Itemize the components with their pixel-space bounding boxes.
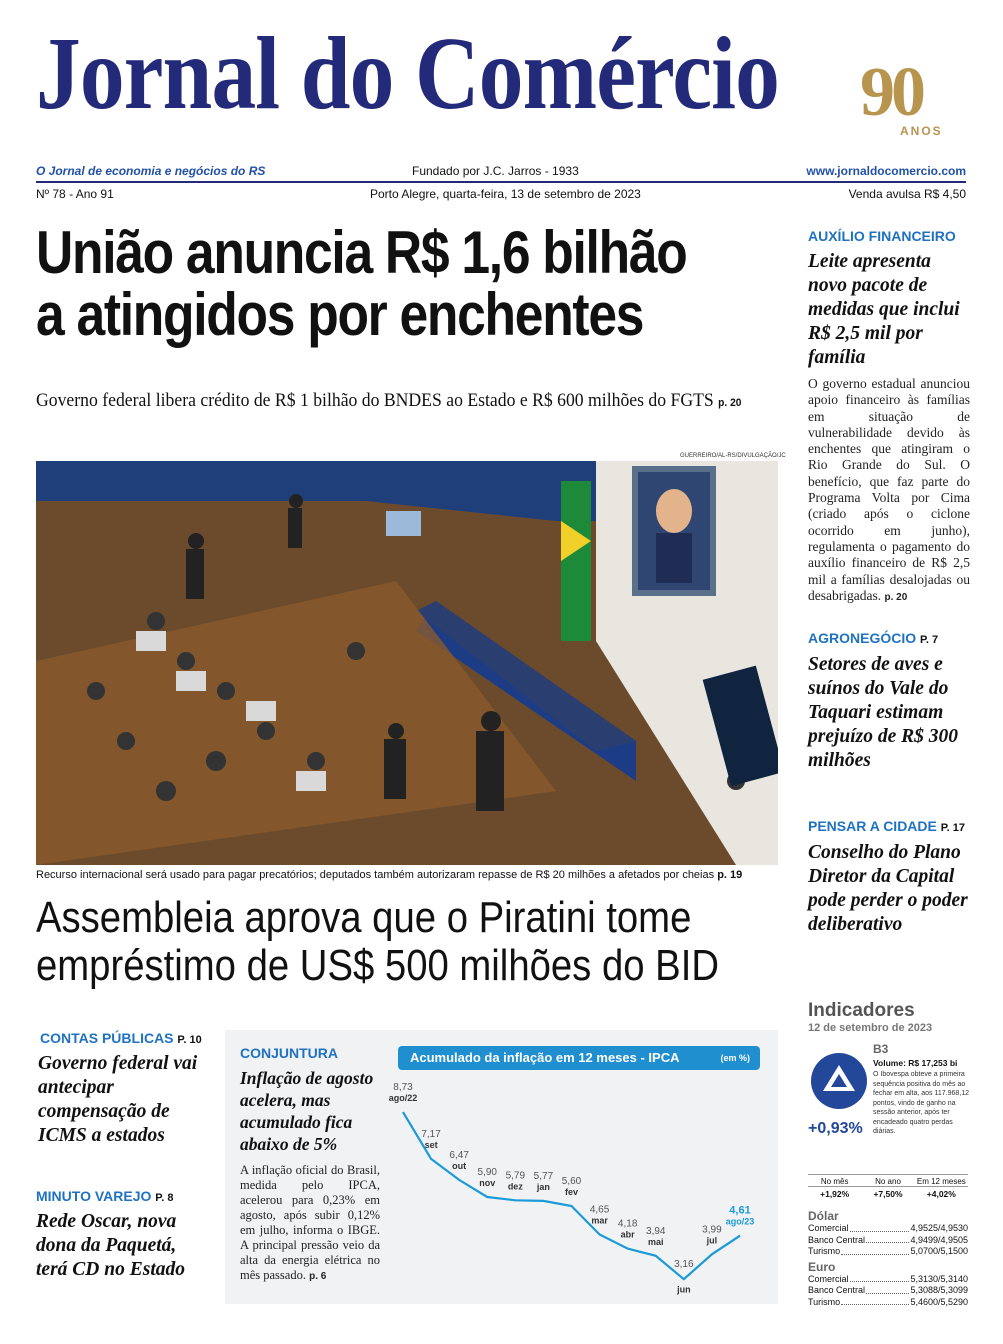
ipca-point — [590, 1205, 610, 1226]
main-subhead-page: p. 20 — [718, 397, 742, 409]
right-story-1-kicker: AUXÍLIO FINANCEIRO — [808, 228, 956, 244]
dolar-row-name: Banco Central — [808, 1234, 866, 1245]
anniversary-number: 90 — [860, 54, 922, 131]
b3-period-year: No ano — [875, 1177, 901, 1186]
dateline: Porto Alegre, quarta-feira, 13 de setembro de 2023 — [370, 187, 641, 201]
ipca-point — [389, 1082, 418, 1103]
topline-rule — [36, 181, 966, 183]
left-story-2-kicker: MINUTO VAREJO — [36, 1188, 152, 1204]
ipca-category-label: jul — [706, 1235, 718, 1246]
b3-note: O Ibovespa obteve a primeira sequência positiva do mês ao fechar em alta, aos 117.968,12 pontos, vindo de ganho na sessão anterior, após ter encadeado quatro perdas diárias. — [873, 1071, 969, 1135]
ipca-category-label: fev — [564, 1187, 579, 1197]
main-headline-line2: a atingidos por enchentes — [36, 281, 644, 348]
euro-label: Euro — [808, 1259, 836, 1274]
ipca-category-label: out — [452, 1160, 467, 1171]
euro-row-turismo — [808, 1297, 968, 1309]
ipca-category-label: nov — [479, 1178, 496, 1188]
ipca-point — [562, 1176, 582, 1197]
b3-label: B3 — [873, 1042, 889, 1056]
chart-unit: (em %) — [720, 1053, 750, 1063]
ipca-value-label: 5,79 — [505, 1170, 526, 1182]
left-story-1-headline: Governo federal vai antecipar compensação de ICMS a estados — [38, 1053, 198, 1146]
photo-caption-text: Recurso internacional será usado para pagar precatórios; deputados também autorizaram repasse de R$ 20 milhões a afetados por cheias — [36, 869, 715, 881]
left-story-1-kicker: CONTAS PÚBLICAS — [40, 1030, 174, 1046]
b3-block — [808, 1038, 968, 1178]
website-link[interactable]: www.jornaldocomercio.com — [806, 164, 966, 178]
right-story-1[interactable] — [808, 228, 970, 606]
ipca-value-label: 4,61 — [729, 1204, 751, 1217]
right-story-2-headline: Setores de aves e suínos do Vale do Taquari estimam prejuízo de R$ 300 milhões — [808, 654, 959, 771]
euro-row-name: Banco Central — [808, 1285, 866, 1295]
indicators-title: Indicadores — [808, 1000, 915, 1021]
assembly-hall-illustration — [36, 461, 778, 865]
right-story-2[interactable] — [808, 630, 970, 773]
founded-line: Fundado por J.C. Jarros - 1933 — [412, 164, 579, 178]
euro-block — [808, 1260, 968, 1309]
ipca-point — [449, 1150, 469, 1171]
indicators-date: 12 de setembro de 2023 — [808, 1022, 933, 1034]
b3-period-month: No mês — [820, 1177, 849, 1186]
right-story-2-kicker: AGRONEGÓCIO — [808, 630, 917, 646]
ipca-value-label: 5,77 — [533, 1170, 554, 1182]
conjuntura-body — [240, 1163, 380, 1284]
photo-caption — [36, 869, 742, 881]
chart-header — [398, 1046, 760, 1070]
left-story-2-page: P. 8 — [155, 1192, 174, 1204]
b3-change: +0,93% — [808, 1120, 863, 1137]
euro-row-name: Comercial — [808, 1273, 849, 1284]
right-story-1-page: p. 20 — [884, 591, 908, 603]
ipca-value-label: 4,65 — [589, 1204, 610, 1216]
ipca-category-label: jun — [677, 1284, 691, 1295]
conjuntura-page: p. 6 — [309, 1271, 327, 1282]
ipca-point — [702, 1224, 722, 1245]
dolar-row-turismo — [808, 1246, 968, 1258]
dolar-row-name: Turismo — [808, 1246, 841, 1256]
ipca-category-label: ago/23 — [725, 1216, 755, 1227]
masthead-title: Jornal do Comércio — [36, 16, 780, 131]
ipca-category-label: set — [424, 1139, 438, 1150]
right-story-1-body-text: O governo estadual anunciou apoio financeiro às famílias em situação de vulnerabilidade devido às enchentes que atingiram o Rio Grande do Sul. O benefício, que faz parte do Programa Volta por Cima (criado após o ciclone ocorrido em junho), regulamenta o pagamento do auxílio financeiro de R$ 2,5 mil a famílias desalojadas ou desabrigadas. — [808, 376, 970, 603]
b3-value-month: +1,92% — [820, 1189, 850, 1199]
second-headline[interactable] — [36, 894, 719, 990]
dolar-row-value: 5,0700/5,1500 — [910, 1246, 968, 1256]
anniversary-logo — [860, 54, 970, 148]
dolar-block — [808, 1209, 968, 1258]
b3-period-values — [808, 1186, 968, 1199]
ipca-value-label: 3,16 — [674, 1259, 694, 1271]
right-story-3-headline: Conselho do Plano Diretor da Capital pode perder o poder deliberativo — [808, 842, 968, 935]
main-headline[interactable] — [36, 219, 687, 348]
ipca-category-label: mar — [591, 1215, 608, 1226]
conjuntura-article[interactable] — [240, 1045, 380, 1284]
ipca-point — [478, 1167, 498, 1188]
anniversary-label: ANOS — [900, 124, 943, 138]
ipca-category-label: jan — [536, 1181, 550, 1192]
ipca-value-label: 8,73 — [393, 1082, 413, 1094]
euro-row-value: 5,3088/5,3099 — [910, 1285, 968, 1295]
conjuntura-body-text: A inflação oficial do Brasil, medida pelo IPCA, acelerou para 0,23% em agosto, após subir 0,12% em julho, informa o IBGE. A principal pressão veio da alta da energia elétrica no mês passado. — [240, 1163, 380, 1282]
b3-volume: Volume: R$ 17,253 bi — [873, 1058, 958, 1068]
ipca-category-label: dez — [507, 1181, 523, 1192]
dolar-row-comercial — [808, 1223, 968, 1235]
ipca-value-label: 6,47 — [449, 1149, 469, 1161]
second-headline-line1: Assembleia aprova que o Piratini tome — [36, 893, 692, 942]
dolar-label: Dólar — [808, 1209, 839, 1223]
ipca-point — [618, 1219, 638, 1240]
left-story-2[interactable] — [36, 1188, 211, 1282]
conjuntura-box — [225, 1030, 778, 1304]
topline — [36, 164, 966, 201]
ipca-point — [674, 1259, 694, 1295]
right-story-3-kicker: PENSAR A CIDADE — [808, 818, 937, 834]
tagline: O Jornal de economia e negócios do RS — [36, 164, 266, 178]
ipca-value-label: 5,60 — [561, 1176, 582, 1187]
chart-title: Acumulado da inflação em 12 meses - IPCA — [410, 1050, 680, 1065]
ipca-value-label: 4,18 — [617, 1218, 638, 1230]
ipca-category-label: ago/22 — [388, 1093, 418, 1104]
price: Venda avulsa R$ 4,50 — [848, 187, 966, 201]
ipca-chart — [385, 1074, 770, 1299]
right-story-3-page: P. 17 — [940, 822, 966, 834]
ipca-value-label: 3,94 — [646, 1225, 666, 1237]
ipca-category-label: mai — [647, 1236, 664, 1247]
euro-row-value: 5,4600/5,5290 — [910, 1296, 968, 1307]
ipca-value-label: 3,99 — [702, 1224, 722, 1236]
dolar-row-bc — [808, 1235, 968, 1247]
euro-row-value: 5,3130/5,3140 — [910, 1273, 968, 1284]
ipca-category-label: abr — [620, 1229, 635, 1240]
ipca-point — [534, 1171, 554, 1192]
main-subhead — [36, 390, 741, 412]
ipca-point — [726, 1205, 755, 1227]
ipca-point — [421, 1129, 441, 1150]
main-photo[interactable] — [36, 461, 778, 865]
main-headline-line1: União anuncia R$ 1,6 bilhão — [36, 219, 687, 286]
ipca-value-label: 5,90 — [477, 1167, 497, 1178]
photo-credit: GUERREIRO/AL-RS/DIVULGAÇÃO/JC — [680, 453, 786, 459]
euro-row-comercial — [808, 1274, 968, 1286]
up-arrow-icon — [810, 1052, 868, 1110]
ipca-point — [506, 1170, 526, 1191]
right-story-2-page: P. 7 — [920, 634, 939, 646]
conjuntura-kicker: CONJUNTURA — [240, 1045, 338, 1061]
edition-number: Nº 78 - Ano 91 — [36, 187, 114, 201]
dolar-row-name: Comercial — [808, 1223, 849, 1233]
euro-row-name: Turismo — [808, 1296, 841, 1307]
right-story-1-headline: Leite apresenta novo pacote de medidas que inclui R$ 2,5 mil por família — [808, 251, 960, 368]
left-story-2-headline: Rede Oscar, nova dona da Paquetá, terá CD no Estado — [36, 1211, 185, 1280]
left-story-1[interactable] — [38, 1030, 213, 1148]
dolar-row-value: 4,9525/4,9530 — [910, 1223, 968, 1233]
euro-row-bc — [808, 1285, 968, 1297]
indicators-panel — [808, 1000, 968, 1308]
photo-caption-page: p. 19 — [717, 869, 743, 881]
second-headline-line2: empréstimo de US$ 500 milhões do BID — [36, 941, 719, 990]
b3-value-year: +7,50% — [873, 1189, 903, 1199]
right-story-1-body — [808, 376, 970, 606]
right-story-3[interactable] — [808, 818, 970, 937]
dolar-row-value: 4,9499/4,9505 — [910, 1234, 968, 1245]
b3-value-12m: +4,02% — [926, 1189, 956, 1199]
ipca-value-label: 7,17 — [421, 1128, 441, 1140]
b3-period-12m: Em 12 meses — [916, 1177, 966, 1186]
ipca-point — [646, 1226, 666, 1247]
left-story-1-page: P. 10 — [177, 1034, 202, 1046]
conjuntura-headline: Inflação de agosto acelera, mas acumulado fica abaixo de 5% — [240, 1068, 374, 1154]
main-subhead-text: Governo federal libera crédito de R$ 1 bilhão do BNDES ao Estado e R$ 600 milhões do FGTS — [36, 390, 714, 411]
